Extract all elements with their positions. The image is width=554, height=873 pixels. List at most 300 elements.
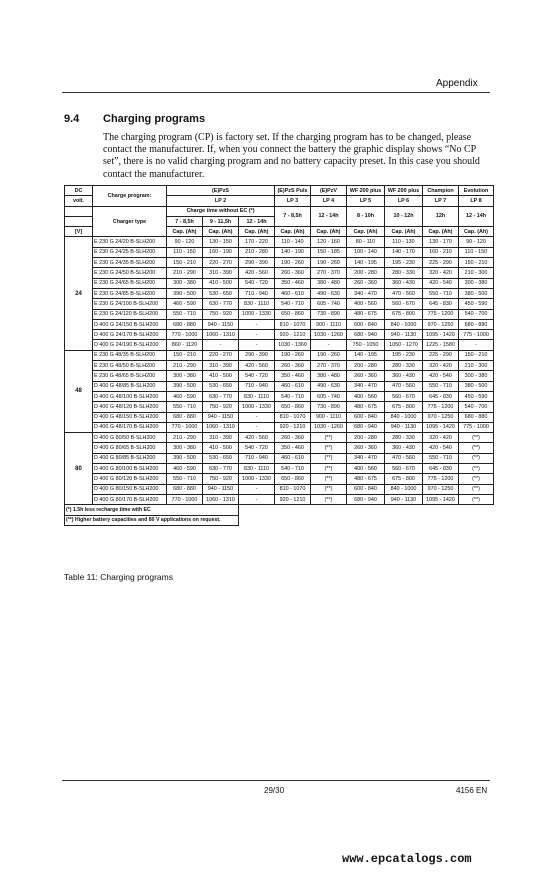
voltage-cell: 80 bbox=[65, 433, 93, 505]
capacity-cell: 940 - 1130 bbox=[385, 330, 423, 340]
capacity-cell: 170 - 220 bbox=[239, 237, 275, 247]
capacity-cell: 360 - 430 bbox=[385, 278, 423, 288]
charger-type-cell: E 230 G 48/65 B-SLH200 bbox=[93, 371, 167, 381]
charger-type-cell: D 400 G 80/120 B-SLH200 bbox=[93, 474, 167, 484]
capacity-cell: 810 - 1070 bbox=[275, 319, 311, 329]
capacity-cell: 1030 - 1360 bbox=[275, 340, 311, 350]
capacity-cell: 940 - 1150 bbox=[203, 319, 239, 329]
table-row bbox=[65, 361, 494, 371]
capacity-cell: 600 - 840 bbox=[347, 319, 385, 329]
capacity-cell: 970 - 1250 bbox=[423, 412, 459, 422]
capacity-cell: 210 - 290 bbox=[167, 268, 203, 278]
table-caption: Table 11: Charging programs bbox=[64, 572, 173, 582]
header-volt: volt. bbox=[65, 196, 93, 206]
capacity-cell: 1030 - 1260 bbox=[311, 422, 347, 432]
capacity-cell: (**) bbox=[311, 474, 347, 484]
capacity-cell: 140 - 195 bbox=[347, 258, 385, 268]
capacity-cell: 900 - 1110 bbox=[311, 319, 347, 329]
capacity-cell: 680 - 940 bbox=[347, 422, 385, 432]
capacity-cell: (**) bbox=[311, 453, 347, 463]
capacity-cell: 470 - 560 bbox=[385, 381, 423, 391]
charger-type-cell: D 400 G 48/85 B-SLH200 bbox=[93, 381, 167, 391]
capacity-cell: 1060 - 1310 bbox=[203, 330, 239, 340]
capacity-cell: 380 - 480 bbox=[311, 371, 347, 381]
capacity-cell: 680 - 940 bbox=[347, 494, 385, 504]
capacity-cell: 380 - 500 bbox=[459, 288, 494, 298]
capacity-cell: 750 - 920 bbox=[203, 309, 239, 319]
capacity-cell: 940 - 1150 bbox=[203, 412, 239, 422]
capacity-cell: 775 - 1000 bbox=[459, 422, 494, 432]
capacity-cell: 530 - 650 bbox=[203, 288, 239, 298]
capacity-cell: 775 - 1200 bbox=[423, 402, 459, 412]
header-program-name: Evolution bbox=[459, 186, 494, 196]
capacity-cell: 225 - 290 bbox=[423, 258, 459, 268]
capacity-cell: 810 - 1070 bbox=[275, 412, 311, 422]
capacity-cell: 750 - 920 bbox=[203, 402, 239, 412]
capacity-cell: 110 - 150 bbox=[459, 247, 494, 257]
capacity-cell: 1000 - 1330 bbox=[239, 309, 275, 319]
capacity-cell: 260 - 360 bbox=[347, 443, 385, 453]
header-capacity: Cap. (Ah) bbox=[239, 227, 275, 237]
capacity-cell: 380 - 500 bbox=[459, 381, 494, 391]
header-capacity: Cap. (Ah) bbox=[311, 227, 347, 237]
capacity-cell: 140 - 190 bbox=[275, 247, 311, 257]
header-program-lp: LP 4 bbox=[311, 196, 347, 206]
table-row bbox=[65, 258, 494, 268]
header-program-lp: LP 3 bbox=[275, 196, 311, 206]
capacity-cell: 775 - 1000 bbox=[459, 330, 494, 340]
capacity-cell: 540 - 710 bbox=[275, 391, 311, 401]
capacity-cell: 210 - 290 bbox=[167, 361, 203, 371]
charger-type-cell: D 400 G 48/170 B-SLH200 bbox=[93, 422, 167, 432]
table-row bbox=[65, 464, 494, 474]
capacity-cell: 120 - 160 bbox=[311, 237, 347, 247]
header-dc: DC bbox=[65, 186, 93, 196]
table-row bbox=[65, 494, 494, 504]
header-time-cell: 12h bbox=[423, 206, 459, 227]
table-row bbox=[65, 474, 494, 484]
capacity-cell: 350 - 460 bbox=[275, 443, 311, 453]
voltage-cell: 24 bbox=[65, 237, 93, 350]
capacity-cell: 340 - 470 bbox=[347, 381, 385, 391]
capacity-cell: (**) bbox=[459, 464, 494, 474]
capacity-cell: 150 - 210 bbox=[167, 350, 203, 360]
capacity-cell: (**) bbox=[311, 433, 347, 443]
capacity-cell: 630 - 770 bbox=[203, 391, 239, 401]
charger-type-cell: E 230 G 24/20 B-SLH200 bbox=[93, 237, 167, 247]
header-charge-time: Charge time without EC (*) bbox=[167, 206, 275, 216]
capacity-cell: 830 - 1110 bbox=[239, 299, 275, 309]
capacity-cell: 90 - 120 bbox=[459, 237, 494, 247]
capacity-cell: 190 - 260 bbox=[275, 350, 311, 360]
table-row bbox=[65, 350, 494, 360]
table-note-row bbox=[65, 505, 494, 515]
capacity-cell: 1225 - 1580 bbox=[423, 340, 459, 350]
capacity-cell: 840 - 1000 bbox=[385, 319, 423, 329]
capacity-cell: 550 - 710 bbox=[167, 402, 203, 412]
capacity-cell: 340 - 470 bbox=[347, 453, 385, 463]
capacity-cell: 920 - 1210 bbox=[275, 494, 311, 504]
capacity-cell: 970 - 1250 bbox=[423, 319, 459, 329]
capacity-cell: 150 - 210 bbox=[459, 258, 494, 268]
capacity-cell: 680 - 880 bbox=[459, 319, 494, 329]
charger-type-cell: D 400 G 80/85 B-SLH200 bbox=[93, 453, 167, 463]
capacity-cell: - bbox=[239, 422, 275, 432]
capacity-cell: 460 - 590 bbox=[167, 391, 203, 401]
capacity-cell: 530 - 650 bbox=[203, 453, 239, 463]
charger-type-cell: D 400 G 80/170 B-SLH200 bbox=[93, 494, 167, 504]
header-program-name: WF 200 plus bbox=[385, 186, 423, 196]
capacity-cell: 260 - 360 bbox=[275, 361, 311, 371]
capacity-cell: 650 - 860 bbox=[275, 474, 311, 484]
table-row bbox=[65, 319, 494, 329]
capacity-cell: 320 - 420 bbox=[423, 433, 459, 443]
capacity-cell: (**) bbox=[459, 433, 494, 443]
capacity-cell: 450 - 590 bbox=[459, 391, 494, 401]
capacity-cell: 770 - 1000 bbox=[167, 494, 203, 504]
header-capacity: Cap. (Ah) bbox=[203, 227, 239, 237]
capacity-cell: 310 - 390 bbox=[203, 361, 239, 371]
capacity-cell: 310 - 390 bbox=[203, 433, 239, 443]
capacity-cell: 280 - 330 bbox=[385, 361, 423, 371]
charger-type-cell: D 400 G 24/190 B-SLH200 bbox=[93, 340, 167, 350]
capacity-cell: 470 - 560 bbox=[385, 288, 423, 298]
capacity-cell: 1030 - 1260 bbox=[311, 330, 347, 340]
capacity-cell: 490 - 630 bbox=[311, 288, 347, 298]
table-header-row bbox=[65, 206, 494, 216]
capacity-cell: 940 - 1130 bbox=[385, 422, 423, 432]
capacity-cell: (**) bbox=[311, 443, 347, 453]
capacity-cell: 300 - 380 bbox=[459, 371, 494, 381]
capacity-cell: 840 - 1000 bbox=[385, 412, 423, 422]
header-program-name: (E)PzS bbox=[167, 186, 275, 196]
capacity-cell: 210 - 280 bbox=[239, 247, 275, 257]
capacity-cell: 630 - 770 bbox=[203, 464, 239, 474]
header-program-name: (E)PzS Puls bbox=[275, 186, 311, 196]
capacity-cell: 390 - 500 bbox=[167, 381, 203, 391]
header-capacity: Cap. (Ah) bbox=[423, 227, 459, 237]
capacity-cell: 210 - 300 bbox=[459, 268, 494, 278]
capacity-cell: 270 - 370 bbox=[311, 361, 347, 371]
capacity-cell: 460 - 590 bbox=[167, 299, 203, 309]
header-charge-program: Charge program: bbox=[93, 186, 167, 207]
header-charger-type: Charger type bbox=[93, 206, 167, 237]
capacity-cell: 460 - 610 bbox=[275, 453, 311, 463]
capacity-cell: 560 - 670 bbox=[385, 299, 423, 309]
header-capacity: Cap. (Ah) bbox=[167, 227, 203, 237]
table-row bbox=[65, 237, 494, 247]
table-row bbox=[65, 299, 494, 309]
capacity-cell: 490 - 630 bbox=[311, 381, 347, 391]
capacity-cell: 260 - 360 bbox=[347, 371, 385, 381]
capacity-cell: 1050 - 1270 bbox=[385, 340, 423, 350]
header-capacity: Cap. (Ah) bbox=[275, 227, 311, 237]
capacity-cell: 860 - 1120 bbox=[167, 340, 203, 350]
capacity-cell: 645 - 830 bbox=[423, 391, 459, 401]
capacity-cell: 1000 - 1330 bbox=[239, 474, 275, 484]
table-row bbox=[65, 330, 494, 340]
capacity-cell: 210 - 290 bbox=[167, 433, 203, 443]
header-blank bbox=[65, 216, 93, 226]
capacity-cell: 480 - 675 bbox=[347, 309, 385, 319]
capacity-cell: 480 - 675 bbox=[347, 402, 385, 412]
header-program-name: Champion bbox=[423, 186, 459, 196]
capacity-cell: 750 - 920 bbox=[203, 474, 239, 484]
capacity-cell: 400 - 560 bbox=[347, 391, 385, 401]
charger-type-cell: D 400 G 24/150 B-SLH200 bbox=[93, 319, 167, 329]
header-capacity: Cap. (Ah) bbox=[385, 227, 423, 237]
charger-type-cell: D 400 G 80/150 B-SLH200 bbox=[93, 484, 167, 494]
capacity-cell: 290 - 390 bbox=[239, 258, 275, 268]
table-header-row bbox=[65, 186, 494, 196]
capacity-cell: 300 - 380 bbox=[167, 371, 203, 381]
table-row bbox=[65, 391, 494, 401]
charger-type-cell: D 400 G 80/50 B-SLH200 bbox=[93, 433, 167, 443]
capacity-cell: - bbox=[239, 484, 275, 494]
capacity-cell: 420 - 540 bbox=[423, 443, 459, 453]
capacity-cell: 940 - 1130 bbox=[385, 494, 423, 504]
capacity-cell: (**) bbox=[311, 484, 347, 494]
table-row bbox=[65, 381, 494, 391]
table-row bbox=[65, 433, 494, 443]
capacity-cell: 540 - 720 bbox=[239, 443, 275, 453]
capacity-cell: 220 - 270 bbox=[203, 350, 239, 360]
capacity-cell: 680 - 880 bbox=[167, 484, 203, 494]
capacity-cell: 140 - 170 bbox=[385, 247, 423, 257]
charger-type-cell: E 230 G 24/85 B-SLH200 bbox=[93, 288, 167, 298]
capacity-cell: 675 - 800 bbox=[385, 474, 423, 484]
header-time-cell: 10 - 12h bbox=[385, 206, 423, 227]
capacity-cell: - bbox=[239, 494, 275, 504]
capacity-cell: 710 - 940 bbox=[239, 381, 275, 391]
footer-page-number: 29/30 bbox=[264, 786, 285, 795]
header-time-cell: 7 - 8,5h bbox=[275, 206, 311, 227]
table-row bbox=[65, 422, 494, 432]
section-intro: The charging program (CP) is factory set. If the charging program has to be changed, please contact the manufacturer. If, when you connect the battery the graphic display shows “No CP set”, there is no valid charging program and no battery capacity preset. In this case you should contact the manufacturer. bbox=[103, 132, 480, 180]
capacity-cell: - bbox=[239, 330, 275, 340]
capacity-cell: 460 - 590 bbox=[167, 464, 203, 474]
capacity-cell: 210 - 300 bbox=[459, 361, 494, 371]
capacity-cell: 130 - 150 bbox=[203, 237, 239, 247]
header-program-name: WF 200 plus bbox=[347, 186, 385, 196]
watermark-link[interactable]: www.epcatalogs.com bbox=[342, 852, 472, 866]
capacity-cell: 420 - 540 bbox=[423, 371, 459, 381]
capacity-cell: 200 - 280 bbox=[347, 433, 385, 443]
capacity-cell: 600 - 840 bbox=[347, 484, 385, 494]
capacity-cell: 280 - 330 bbox=[385, 268, 423, 278]
capacity-cell: - bbox=[203, 340, 239, 350]
capacity-cell: 1095 - 1420 bbox=[423, 422, 459, 432]
capacity-cell: 410 - 500 bbox=[203, 371, 239, 381]
capacity-cell: 605 - 740 bbox=[311, 299, 347, 309]
table-row bbox=[65, 309, 494, 319]
capacity-cell: 290 - 390 bbox=[239, 350, 275, 360]
charger-type-cell: E 230 G 24/120 B-SLH200 bbox=[93, 309, 167, 319]
capacity-cell: 1000 - 1330 bbox=[239, 402, 275, 412]
capacity-cell: 100 - 140 bbox=[347, 247, 385, 257]
capacity-cell: 340 - 470 bbox=[347, 288, 385, 298]
capacity-cell: 450 - 590 bbox=[459, 299, 494, 309]
header-section-name: Appendix bbox=[436, 78, 478, 89]
capacity-cell: 150 - 210 bbox=[459, 350, 494, 360]
header-program-lp: LP 7 bbox=[423, 196, 459, 206]
table-row bbox=[65, 247, 494, 257]
capacity-cell: 830 - 1110 bbox=[239, 464, 275, 474]
charger-type-cell: E 230 G 24/35 B-SLH200 bbox=[93, 258, 167, 268]
capacity-cell: 460 - 610 bbox=[275, 288, 311, 298]
capacity-cell: 630 - 770 bbox=[203, 299, 239, 309]
capacity-cell: 550 - 710 bbox=[423, 453, 459, 463]
capacity-cell: (**) bbox=[459, 494, 494, 504]
capacity-cell: 830 - 1110 bbox=[239, 391, 275, 401]
note-filler bbox=[239, 505, 494, 515]
header-time-cell: 7 - 8,5h bbox=[167, 216, 203, 226]
capacity-cell: 560 - 670 bbox=[385, 464, 423, 474]
capacity-cell: 320 - 420 bbox=[423, 361, 459, 371]
capacity-cell: 310 - 390 bbox=[203, 268, 239, 278]
header-time-cell: 12 - 14h bbox=[239, 216, 275, 226]
capacity-cell: - bbox=[311, 340, 347, 350]
capacity-cell: 470 - 560 bbox=[385, 453, 423, 463]
charging-programs-table bbox=[64, 185, 494, 526]
capacity-cell: 160 - 190 bbox=[203, 247, 239, 257]
capacity-cell: 1060 - 1310 bbox=[203, 494, 239, 504]
table-row bbox=[65, 484, 494, 494]
capacity-cell: 150 - 210 bbox=[167, 258, 203, 268]
table-row bbox=[65, 268, 494, 278]
capacity-cell: (**) bbox=[459, 474, 494, 484]
charger-type-cell: D 400 G 48/120 B-SLH200 bbox=[93, 402, 167, 412]
capacity-cell: 110 - 130 bbox=[385, 237, 423, 247]
charger-type-cell: E 230 G 24/50 B-SLH200 bbox=[93, 268, 167, 278]
table-note-row bbox=[65, 515, 494, 525]
footer-rule bbox=[62, 780, 490, 781]
charger-type-cell: D 400 G 80/100 B-SLH200 bbox=[93, 464, 167, 474]
capacity-cell: 360 - 430 bbox=[385, 371, 423, 381]
capacity-cell: 190 - 260 bbox=[311, 258, 347, 268]
table-footnote: (*) 1.5h less recharge time with EC bbox=[65, 505, 239, 515]
capacity-cell: 130 - 170 bbox=[423, 237, 459, 247]
capacity-cell: 200 - 280 bbox=[347, 268, 385, 278]
capacity-cell: 645 - 830 bbox=[423, 299, 459, 309]
capacity-cell: 540 - 700 bbox=[459, 402, 494, 412]
capacity-cell: 770 - 1000 bbox=[167, 330, 203, 340]
capacity-cell: 540 - 710 bbox=[275, 299, 311, 309]
capacity-cell: 550 - 710 bbox=[167, 309, 203, 319]
capacity-cell: - bbox=[239, 319, 275, 329]
header-capacity: Cap. (Ah) bbox=[459, 227, 494, 237]
capacity-cell: 420 - 560 bbox=[239, 361, 275, 371]
capacity-cell: 600 - 840 bbox=[347, 412, 385, 422]
header-rule bbox=[62, 92, 490, 93]
capacity-cell: 350 - 460 bbox=[275, 278, 311, 288]
table-row bbox=[65, 453, 494, 463]
capacity-cell: 480 - 675 bbox=[347, 474, 385, 484]
capacity-cell: 160 - 210 bbox=[423, 247, 459, 257]
capacity-cell: 550 - 710 bbox=[167, 474, 203, 484]
capacity-cell: (**) bbox=[459, 453, 494, 463]
note-filler bbox=[239, 515, 494, 525]
header-time-cell: 12 - 14h bbox=[311, 206, 347, 227]
charger-type-cell: D 400 G 48/100 B-SLH200 bbox=[93, 391, 167, 401]
capacity-cell: 540 - 720 bbox=[239, 278, 275, 288]
capacity-cell: 560 - 670 bbox=[385, 391, 423, 401]
capacity-cell: (**) bbox=[459, 443, 494, 453]
capacity-cell: 675 - 800 bbox=[385, 402, 423, 412]
header-program-lp: LP 6 bbox=[385, 196, 423, 206]
capacity-cell: 270 - 370 bbox=[311, 268, 347, 278]
capacity-cell: 320 - 420 bbox=[423, 268, 459, 278]
footer-document-number: 4156 EN bbox=[456, 786, 488, 795]
capacity-cell: 540 - 700 bbox=[459, 309, 494, 319]
header-program-lp: LP 8 bbox=[459, 196, 494, 206]
table-footnote: (**) Higher battery capacities and 80 V applications on request. bbox=[65, 515, 239, 525]
capacity-cell: 410 - 500 bbox=[203, 278, 239, 288]
capacity-cell: 550 - 710 bbox=[423, 381, 459, 391]
capacity-cell: 200 - 280 bbox=[347, 361, 385, 371]
header-program-lp: LP 5 bbox=[347, 196, 385, 206]
table-row bbox=[65, 402, 494, 412]
capacity-cell: 710 - 940 bbox=[239, 453, 275, 463]
capacity-cell: 420 - 560 bbox=[239, 268, 275, 278]
charger-type-cell: E 230 G 48/50 B-SLH200 bbox=[93, 361, 167, 371]
capacity-cell: 300 - 380 bbox=[167, 278, 203, 288]
capacity-cell: 400 - 560 bbox=[347, 464, 385, 474]
capacity-cell: 195 - 230 bbox=[385, 258, 423, 268]
table-row bbox=[65, 340, 494, 350]
capacity-cell: 400 - 560 bbox=[347, 299, 385, 309]
capacity-cell: 420 - 560 bbox=[239, 433, 275, 443]
section-number: 9.4 bbox=[64, 113, 80, 125]
header-program-lp: LP 2 bbox=[167, 196, 275, 206]
table-row bbox=[65, 371, 494, 381]
capacity-cell: 300 - 380 bbox=[167, 443, 203, 453]
capacity-cell: 530 - 650 bbox=[203, 381, 239, 391]
capacity-cell: 420 - 540 bbox=[423, 278, 459, 288]
capacity-cell: (**) bbox=[311, 494, 347, 504]
capacity-cell: 750 - 1050 bbox=[347, 340, 385, 350]
capacity-cell: 380 - 480 bbox=[311, 278, 347, 288]
capacity-cell: 195 - 230 bbox=[385, 350, 423, 360]
capacity-cell: 280 - 330 bbox=[385, 433, 423, 443]
capacity-cell: 460 - 610 bbox=[275, 381, 311, 391]
header-program-name: (E)PzV bbox=[311, 186, 347, 196]
capacity-cell: 730 - 890 bbox=[311, 309, 347, 319]
capacity-cell: 680 - 880 bbox=[167, 319, 203, 329]
capacity-cell: 260 - 360 bbox=[275, 268, 311, 278]
charger-type-cell: E 230 G 24/100 B-SLH200 bbox=[93, 299, 167, 309]
capacity-cell: 190 - 260 bbox=[275, 258, 311, 268]
charger-type-cell: E 230 G 24/65 B-SLH200 bbox=[93, 278, 167, 288]
capacity-cell: (**) bbox=[311, 464, 347, 474]
capacity-cell: 810 - 1070 bbox=[275, 484, 311, 494]
capacity-cell: 900 - 1110 bbox=[311, 412, 347, 422]
capacity-cell: 110 - 140 bbox=[275, 237, 311, 247]
table-row bbox=[65, 412, 494, 422]
capacity-cell: 140 - 195 bbox=[347, 350, 385, 360]
capacity-cell: 300 - 380 bbox=[459, 278, 494, 288]
capacity-cell: 350 - 460 bbox=[275, 371, 311, 381]
capacity-cell: 650 - 860 bbox=[275, 402, 311, 412]
header-time-cell: 12 - 14h bbox=[459, 206, 494, 227]
capacity-cell: 1095 - 1420 bbox=[423, 330, 459, 340]
header-capacity: Cap. (Ah) bbox=[347, 227, 385, 237]
capacity-cell: 80 - 110 bbox=[347, 237, 385, 247]
capacity-cell: 1095 - 1420 bbox=[423, 494, 459, 504]
capacity-cell: 920 - 1210 bbox=[275, 330, 311, 340]
capacity-cell: 770 - 1000 bbox=[167, 422, 203, 432]
table-row bbox=[65, 288, 494, 298]
